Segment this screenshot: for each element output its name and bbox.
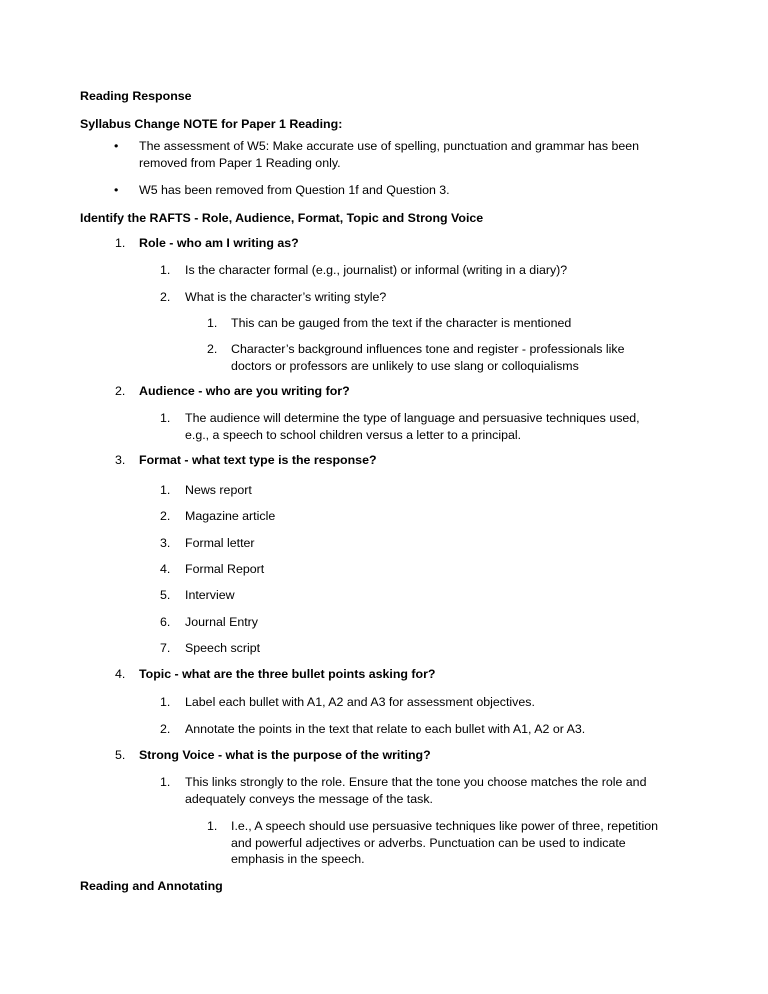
- syllabus-bullet: W5 has been removed from Question 1f and Question 3.: [139, 183, 450, 197]
- list-number: 1.: [160, 411, 171, 425]
- bullet-icon: •: [114, 139, 119, 153]
- syllabus-bullet: The assessment of W5: Make accurate use of spelling, punctuation and grammar has been removed from Paper 1 Reading only.: [139, 139, 640, 170]
- list-number: 6.: [160, 615, 171, 629]
- list-number: 2.: [115, 384, 126, 398]
- list-item: I.e., A speech should use persuasive techniques like power of three, repetition and powerful adjectives or adverbs. Punctuation can be used to indicate emphasis in the speech.: [231, 819, 659, 867]
- section-audience: Audience - who are you writing for?: [139, 384, 350, 398]
- list-number: 1.: [160, 483, 171, 497]
- list-number: 4.: [115, 667, 126, 681]
- list-item: Speech script: [185, 641, 261, 655]
- list-item: This links strongly to the role. Ensure that the tone you choose matches the role and adequately conveys the message of the task.: [185, 775, 647, 806]
- section-format: Format - what text type is the response?: [139, 453, 377, 467]
- list-item: Journal Entry: [185, 615, 259, 629]
- list-item: Interview: [185, 588, 235, 602]
- syllabus-heading: Syllabus Change NOTE for Paper 1 Reading:: [80, 117, 343, 131]
- list-item: News report: [185, 483, 252, 497]
- list-number: 1.: [207, 316, 218, 330]
- bullet-icon: •: [114, 183, 119, 197]
- list-number: 1.: [207, 819, 218, 833]
- page-title: Reading Response: [80, 89, 192, 103]
- list-number: 4.: [160, 562, 171, 576]
- list-number: 3.: [160, 536, 171, 550]
- list-item: Formal letter: [185, 536, 255, 550]
- list-item: Character’s background influences tone and register - professionals like doctors or professors are unlikely to use slang or colloquialisms: [231, 342, 625, 373]
- list-item: The audience will determine the type of language and persuasive techniques used, e.g., a speech to school children versus a letter to a principal.: [185, 411, 640, 442]
- list-item: Annotate the points in the text that relate to each bullet with A1, A2 or A3.: [185, 722, 586, 736]
- list-item: Formal Report: [185, 562, 265, 576]
- list-number: 1.: [160, 263, 171, 277]
- list-item: Label each bullet with A1, A2 and A3 for assessment objectives.: [185, 695, 535, 709]
- list-item: This can be gauged from the text if the character is mentioned: [231, 316, 572, 330]
- list-item: What is the character’s writing style?: [185, 290, 387, 304]
- section-topic: Topic - what are the three bullet points asking for?: [139, 667, 436, 681]
- list-number: 2.: [207, 342, 218, 356]
- reading-annotating-heading: Reading and Annotating: [80, 879, 223, 893]
- list-number: 1.: [160, 695, 171, 709]
- list-number: 1.: [160, 775, 171, 789]
- rafts-heading: Identify the RAFTS - Role, Audience, Format, Topic and Strong Voice: [80, 211, 484, 225]
- section-strong-voice: Strong Voice - what is the purpose of the writing?: [139, 748, 431, 762]
- list-number: 2.: [160, 509, 171, 523]
- list-number: 2.: [160, 290, 171, 304]
- list-number: 7.: [160, 641, 171, 655]
- list-number: 5.: [115, 748, 126, 762]
- list-number: 1.: [115, 236, 126, 250]
- list-number: 5.: [160, 588, 171, 602]
- list-item: Magazine article: [185, 509, 276, 523]
- list-number: 3.: [115, 453, 126, 467]
- section-role: Role - who am I writing as?: [139, 236, 299, 250]
- list-number: 2.: [160, 722, 171, 736]
- list-item: Is the character formal (e.g., journalist) or informal (writing in a diary)?: [185, 263, 568, 277]
